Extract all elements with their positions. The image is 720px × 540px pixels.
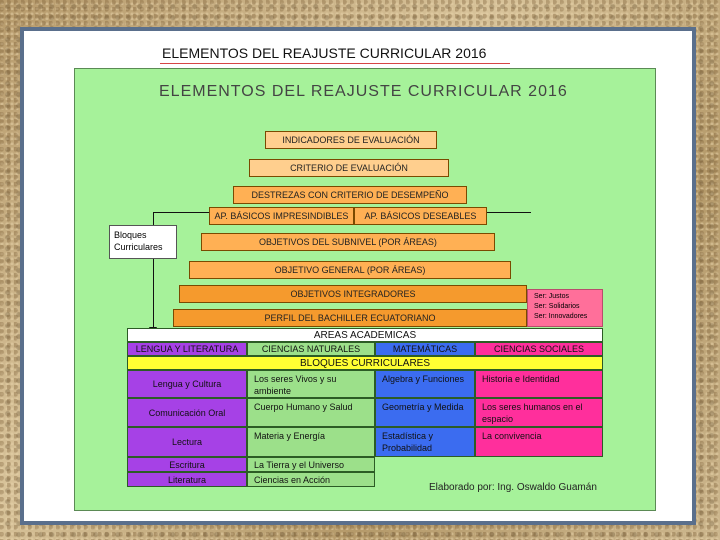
bar-objetivos-subnivel: OBJETIVOS DEL SUBNIVEL (POR ÁREAS) [201,233,495,251]
ser-box [527,289,603,327]
slide [20,27,696,525]
naturales-cell: Materia y Energía [247,427,375,457]
bloques-line-2: Curriculares [114,242,163,252]
matematicas-cell: Estadística y Probabilidad [375,427,475,457]
col-sociales: CIENCIAS SOCIALES [475,342,603,356]
bloques-curriculares-box [109,225,177,259]
sociales-cell: Los seres humanos en el espacio [475,398,603,427]
bar-destrezas: DESTREZAS CON CRITERIO DE DESEMPEÑO [233,186,467,204]
col-lengua: LENGUA Y LITERATURA [127,342,247,356]
lengua-cell: Lectura [127,427,247,457]
matematicas-cell: Algebra y Funciones [375,370,475,398]
lengua-cell: Lengua y Cultura [127,370,247,398]
diagram-title: ELEMENTOS DEL REAJUSTE CURRICULAR 2016 [159,83,568,100]
naturales-cell: La Tierra y el Universo [247,457,375,472]
ser-line-1: Ser: Justos [534,293,570,300]
bar-indicadores: INDICADORES DE EVALUACIÓN [265,131,437,149]
bloques-line-1: Bloques [114,230,147,240]
sociales-cell: La convivencia [475,427,603,457]
bar-objetivo-general: OBJETIVO GENERAL (POR ÁREAS) [189,261,511,279]
ser-line-3: Ser: Innovadores [534,313,588,320]
col-matematicas: MATEMÁTICAS [375,342,475,356]
bar-ap-imprescindibles: AP. BÁSICOS IMPRESINDIBLES [209,207,354,225]
connector-top-right [487,212,531,213]
areas-header: AREAS ACADEMICAS [127,328,603,342]
bar-perfil: PERFIL DEL BACHILLER ECUATORIANO [173,309,527,327]
diagram-panel [74,68,656,511]
ser-line-2: Ser: Solidarios [534,303,580,310]
bar-ap-deseables: AP. BÁSICOS DESEABLES [354,207,487,225]
title-underline [160,63,510,64]
lengua-cell: Literatura [127,472,247,487]
credit-text: Elaborado por: Ing. Oswaldo Guamán [429,482,597,493]
bar-criterio: CRITERIO DE EVALUACIÓN [249,159,449,177]
lengua-cell: Escritura [127,457,247,472]
lengua-cell: Comunicación Oral [127,398,247,427]
naturales-cell: Ciencias en Acción [247,472,375,487]
bar-objetivos-integradores: OBJETIVOS INTEGRADORES [179,285,527,303]
slide-title: ELEMENTOS DEL REAJUSTE CURRICULAR 2016 [162,45,487,61]
naturales-cell: Cuerpo Humano y Salud [247,398,375,427]
naturales-cell: Los seres Vivos y su ambiente [247,370,375,398]
bloques-header: BLOQUES CURRICULARES [127,356,603,370]
matematicas-cell: Geometría y Medida [375,398,475,427]
connector-top-left [153,212,209,213]
col-naturales: CIENCIAS NATURALES [247,342,375,356]
sociales-cell: Historia e Identidad [475,370,603,398]
